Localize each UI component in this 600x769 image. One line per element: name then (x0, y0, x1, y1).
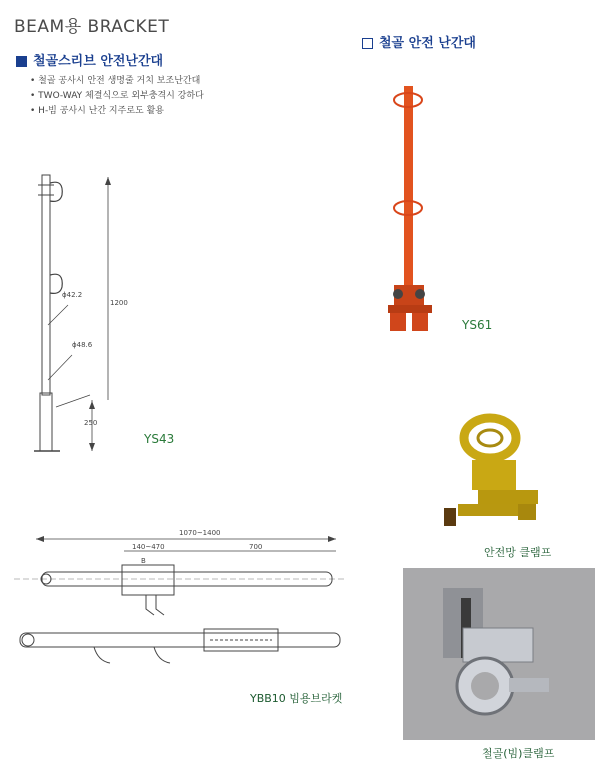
ys43-dim-base: 250 (84, 419, 98, 427)
ys61-label: YS61 (462, 318, 493, 332)
page-title: BEAM용 BRACKET (14, 17, 170, 37)
ys43-dim-d2: ϕ48.6 (72, 341, 93, 349)
ys43-dim-d1: ϕ42.2 (62, 291, 83, 299)
section-title-left-text: 철골스리브 안전난간대 (33, 54, 164, 69)
safety-net-clamp-image (438, 408, 548, 538)
square-bullet-icon (16, 56, 27, 67)
section-title-left (16, 50, 163, 69)
ys43-label: YS43 (144, 432, 175, 446)
ys43-drawing (20, 165, 180, 465)
feature-list (30, 74, 204, 119)
beam-clamp-image (403, 568, 595, 740)
beam-clamp-caption: 철골(빔)클램프 (482, 747, 555, 760)
ys43-dim-height: 1200 (110, 299, 128, 307)
section-title-right (362, 32, 476, 51)
ybb10-caption: YBB10 빔용브라켓 (250, 692, 343, 705)
ybb10-dim-total: 1070~1400 (179, 529, 221, 537)
section-title-right-text: 철골 안전 난간대 (379, 36, 476, 51)
feature-item: • H-빔 공사시 난간 지주로도 활용 (30, 104, 204, 119)
feature-item: • 철골 공사시 안전 생명줄 거치 보조난간대 (30, 74, 204, 89)
feature-item: • TWO-WAY 체결식으로 외부충격시 강하다 (30, 89, 204, 104)
ybb10-dim-b: B (141, 557, 146, 565)
safety-net-clamp-caption: 안전망 클램프 (484, 546, 552, 559)
ybb10-dim-right: 700 (249, 543, 263, 551)
ybb10-dim-mid: 140~470 (132, 543, 165, 551)
ys61-image (380, 80, 440, 340)
square-bullet-icon (362, 38, 373, 49)
ybb10-drawing (14, 525, 354, 675)
